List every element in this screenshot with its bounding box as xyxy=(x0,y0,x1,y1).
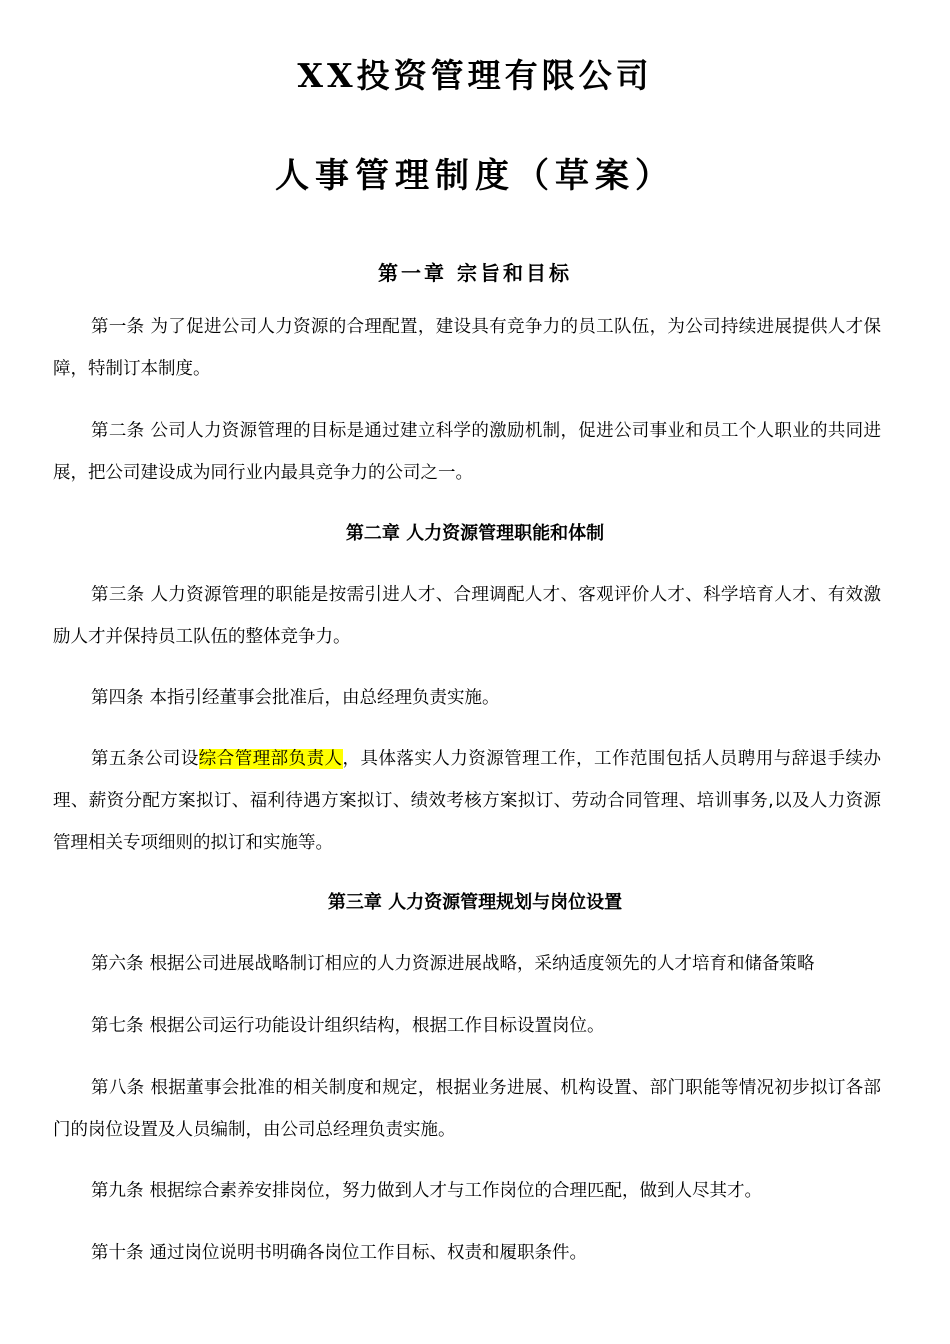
article-label: 第一条 xyxy=(91,317,145,337)
chapter-heading-2: 第二章 人力资源管理职能和体制 xyxy=(345,523,605,544)
article-label: 第四条 xyxy=(91,688,144,708)
article-2 xyxy=(53,410,881,494)
article-8 xyxy=(53,1067,881,1151)
article-5 xyxy=(53,738,881,864)
article-1 xyxy=(53,306,881,390)
article-label: 第六条 xyxy=(91,954,144,974)
article-label: 第三条 xyxy=(91,585,145,605)
document-title: 人事管理制度（草案） xyxy=(275,156,675,196)
article-7 xyxy=(53,1005,881,1047)
article-label: 第十条 xyxy=(91,1243,144,1263)
article-10 xyxy=(53,1232,881,1274)
article-label: 第五条公司设 xyxy=(91,749,199,769)
article-4 xyxy=(53,677,881,719)
article-label: 第九条 xyxy=(91,1181,144,1201)
article-label: 第八条 xyxy=(91,1078,145,1098)
article-text: 公司人力资源管理的目标是通过建立科学的激励机制，促进公司事业和员工个人职业的共同进展，把公司建设成为同行业内最具竞争力的公司之一。 xyxy=(53,421,882,483)
company-name: XX投资管理有限公司 xyxy=(297,56,653,95)
article-text: 为了促进公司人力资源的合理配置，建设具有竞争力的员工队伍，为公司持续进展提供人才保障，特制订本制度。 xyxy=(53,317,882,379)
article-text: 人力资源管理的职能是按需引进人才、合理调配人才、客观评价人才、科学培育人才、有效激励人才并保持员工队伍的整体竞争力。 xyxy=(53,585,882,647)
article-3 xyxy=(53,574,881,658)
highlighted-role: 综合管理部负责人 xyxy=(198,749,343,769)
article-text: 本指引经董事会批准后，由总经理负责实施。 xyxy=(149,688,500,708)
article-text: 根据董事会批准的相关制度和规定，根据业务进展、机构设置、部门职能等情况初步拟订各部门的岗位设置及人员编制，由公司总经理负责实施。 xyxy=(53,1078,882,1140)
article-9 xyxy=(53,1170,881,1212)
article-label: 第七条 xyxy=(91,1016,144,1036)
chapter-heading-1: 第一章 宗旨和目标 xyxy=(378,261,572,285)
article-label: 第二条 xyxy=(91,421,145,441)
article-text: 通过岗位说明书明确各岗位工作目标、权责和履职条件。 xyxy=(149,1243,587,1263)
article-text: 根据公司进展战略制订相应的人力资源进展战略，采纳适度领先的人才培育和储备策略 xyxy=(149,954,815,974)
article-text: 根据公司运行功能设计组织结构，根据工作目标设置岗位。 xyxy=(149,1016,605,1036)
article-text: ，具体落实人力资源管理工作，工作范围包括人员聘用与辞退手续办理、薪资分配方案拟订、福利待遇方案拟订、绩效考核方案拟订、劳动合同管理、培训事务,以及人力资源管理相关专项细则的拟订和实施等。 xyxy=(53,749,882,853)
article-text: 根据综合素养安排岗位，努力做到人才与工作岗位的合理匹配，做到人尽其才。 xyxy=(149,1181,762,1201)
article-6 xyxy=(53,943,881,985)
chapter-heading-3: 第三章 人力资源管理规划与岗位设置 xyxy=(327,892,623,913)
